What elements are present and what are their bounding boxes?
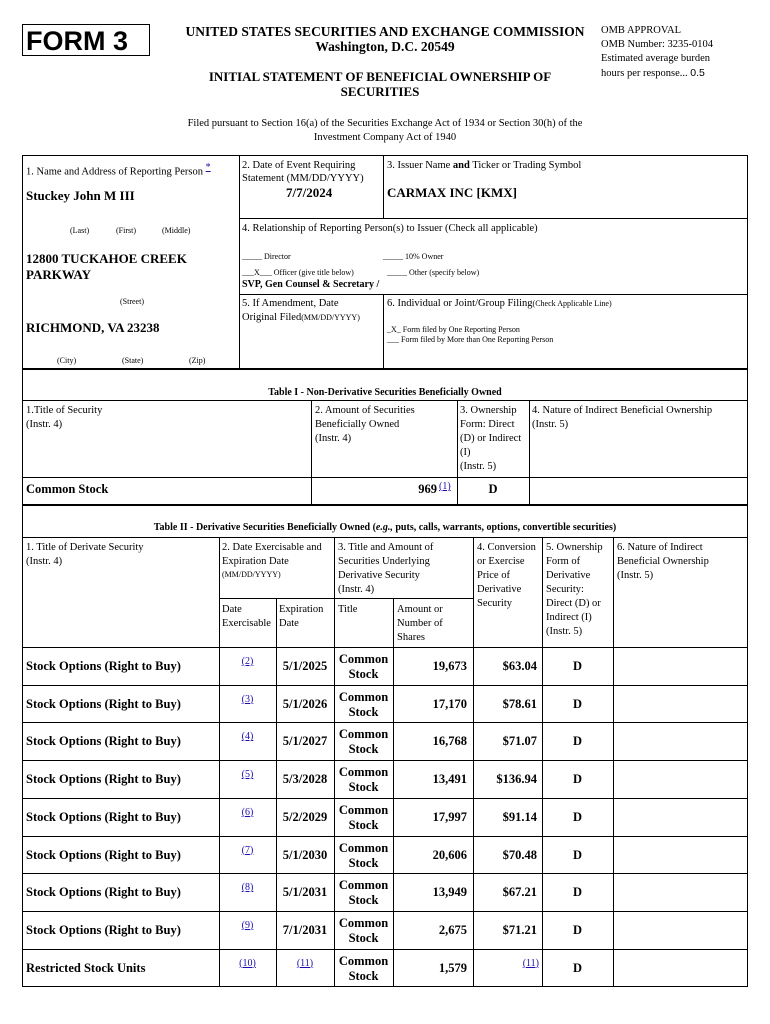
officer-option: ___X___ Officer (give title below): [242, 268, 354, 277]
table2-col4-line1: 4. Conversion: [477, 542, 536, 553]
expiration-footnote-link[interactable]: (11): [296, 957, 314, 969]
row-divider: [22, 911, 748, 912]
derivative-security-title: Stock Options (Right to Buy): [26, 847, 181, 862]
row-divider: [22, 760, 748, 761]
table1-col2-line1: 2. Amount of Securities: [315, 405, 415, 416]
date-exercisable-footnote-link[interactable]: (6): [241, 806, 254, 818]
director-option: _____ Director: [242, 252, 291, 261]
omb-hours-label: hours per response...: [601, 68, 688, 79]
table1-col3-line3: (D) or Indirect: [460, 433, 522, 444]
section5-label-text: Original Filed: [242, 312, 302, 323]
expiration-date: 5/3/2028: [282, 772, 328, 787]
street-line1: 12800 TUCKAHOE CREEK: [26, 251, 187, 266]
street-line2: PARKWAY: [26, 267, 92, 282]
date-exercisable-footnote-link[interactable]: (5): [241, 769, 254, 781]
conversion-price: $136.94: [496, 772, 537, 787]
underlying-title-line2: Stock: [348, 968, 379, 983]
table2-col5-line1: 5. Ownership: [546, 542, 603, 553]
form-title: [190, 69, 570, 99]
conversion-price: $70.48: [502, 847, 537, 862]
expiration-date: 5/1/2027: [282, 734, 328, 749]
omb-line1: OMB APPROVAL: [601, 25, 682, 36]
expiration-date: 7/1/2031: [282, 922, 328, 937]
section6-label: [387, 297, 612, 311]
table1-col2-line2: Beneficially Owned: [315, 419, 400, 430]
underlying-title-line1: Common: [338, 652, 389, 666]
table2-col4-line2: or Exercise: [477, 556, 525, 567]
table1-security-title: Common Stock: [26, 482, 109, 496]
form-title-line2: SECURITIES: [340, 84, 420, 99]
table1-col4-line2: (Instr. 5): [532, 419, 569, 430]
row-divider: [22, 722, 748, 723]
filed-line1: Filed pursuant to Section 16(a) of the Securities Exchange Act of 1934 or Section 30(h) of the: [187, 118, 583, 129]
underlying-shares: 13,949: [432, 885, 467, 900]
underlying-shares: 2,675: [438, 922, 467, 937]
underlying-shares: 17,997: [432, 809, 467, 824]
underlying-title-line1: Common: [338, 840, 389, 855]
underlying-title-line1: Common: [338, 689, 389, 704]
section1-footnote-link[interactable]: *: [205, 162, 211, 173]
date-exercisable-footnote-link[interactable]: (9): [241, 919, 254, 931]
table1-col3-line2: Form: Direct: [460, 419, 515, 430]
derivative-security-title: Stock Options (Right to Buy): [26, 696, 181, 711]
table2-col5-line5: Direct (D) or: [546, 598, 601, 609]
underlying-shares: 1,579: [438, 960, 467, 975]
underlying-title-line2: Stock: [348, 817, 379, 832]
section3-label: [387, 159, 581, 173]
filed-line2: Investment Company Act of 1940: [313, 132, 457, 143]
table2-col3-line3: Derivative Security: [338, 570, 420, 581]
underlying-title-line2: Stock: [348, 667, 379, 681]
table2-col1-line2: (Instr. 4): [26, 556, 63, 567]
table2-sub-exp-line1: Expiration: [279, 604, 324, 615]
table2-sub-exp-line2: Date: [279, 618, 299, 629]
table2-sub-amount-line1: Amount or: [397, 604, 443, 615]
expiration-date: 5/1/2030: [282, 847, 328, 862]
table2-col5-line3: Derivative: [546, 570, 591, 581]
conversion-price: $71.07: [502, 734, 537, 749]
expiration-date: 5/1/2031: [282, 885, 328, 900]
table1-amount: 969: [418, 482, 437, 496]
section5-label-line2: [242, 311, 360, 325]
underlying-shares: 13,491: [432, 772, 467, 787]
table1-col2-line3: (Instr. 4): [315, 433, 352, 444]
section2-label-line1: 2. Date of Event Requiring: [242, 160, 356, 171]
form-title-line1: INITIAL STATEMENT OF BENEFICIAL OWNERSHIP OF: [208, 69, 552, 84]
table2-title-a: Table II - Derivative Securities Beneficially Owned (: [153, 522, 376, 533]
underlying-title-line1: Common: [338, 915, 389, 930]
table2-title-b: puts, calls, warrants, options, convertible securities): [392, 522, 617, 533]
table2-col3-line1: 3. Title and Amount of: [338, 542, 434, 553]
underlying-title-line2: Stock: [348, 742, 379, 757]
table2-col1-line1: 1. Title of Derivate Security: [26, 542, 144, 553]
form-label: FORM 3: [22, 24, 150, 56]
derivative-security-title: Stock Options (Right to Buy): [26, 885, 181, 900]
expiration-date: 5/1/2026: [282, 696, 328, 711]
ownership-form: D: [572, 922, 583, 937]
date-exercisable-footnote-link[interactable]: (7): [241, 844, 254, 856]
ownership-form: D: [572, 772, 583, 787]
conversion-price: $78.61: [502, 696, 537, 711]
underlying-title-line2: Stock: [348, 704, 379, 719]
table2-sub-amount-line3: Shares: [397, 632, 425, 643]
table2-title: [22, 521, 748, 535]
agency-header: [175, 24, 595, 54]
date-exercisable-footnote-link[interactable]: (3): [241, 693, 254, 705]
derivative-security-title: Stock Options (Right to Buy): [26, 772, 181, 787]
ownership-form: D: [572, 960, 583, 975]
issuer-name: CARMAX INC [KMX]: [387, 185, 517, 200]
ownership-form: D: [572, 734, 583, 749]
derivative-security-title: Stock Options (Right to Buy): [26, 809, 181, 824]
table2-col5-line6: Indirect (I): [546, 612, 592, 623]
table1-col4-line1: 4. Nature of Indirect Beneficial Ownership: [532, 405, 713, 416]
conversion-price: $71.21: [502, 922, 537, 937]
table2-col3-line2: Securities Underlying: [338, 556, 430, 567]
date-exercisable-footnote-link[interactable]: (2): [241, 656, 254, 667]
section4-label: 4. Relationship of Reporting Person(s) to Issuer (Check all applicable): [242, 223, 538, 234]
omb-hours-value: 0.5: [690, 67, 705, 79]
other-option: _____ Other (specify below): [387, 268, 480, 277]
city-caption: (City): [57, 356, 77, 365]
underlying-shares: 17,170: [432, 696, 467, 711]
zip-caption: (Zip): [189, 356, 206, 365]
underlying-title-line2: Stock: [348, 893, 379, 908]
table1-col1-line2: (Instr. 4): [26, 419, 63, 430]
section2-label-line2: Statement (MM/DD/YYYY): [242, 173, 364, 184]
derivative-security-title: Stock Options (Right to Buy): [26, 659, 181, 673]
ownership-form: D: [572, 696, 583, 711]
row-divider: [22, 836, 748, 837]
underlying-title-line1: Common: [338, 878, 389, 893]
section6-label-small: (Check Applicable Line): [532, 299, 612, 308]
section1-label-text: 1. Name and Address of Reporting Person: [26, 166, 204, 178]
table2-col2-format: (MM/DD/YYYY): [222, 570, 281, 579]
table2-col6-line3: (Instr. 5): [617, 570, 654, 581]
table2-col4-line3: Price of: [477, 570, 510, 581]
underlying-title-line2: Stock: [348, 780, 379, 795]
table1-footnote-link[interactable]: (1): [439, 481, 451, 492]
table2-col5-line2: Form of: [546, 556, 581, 567]
ownership-form: D: [572, 847, 583, 862]
underlying-shares: 19,673: [432, 659, 467, 673]
agency-location: Washington, D.C. 20549: [315, 39, 455, 54]
ten-pct-owner-option: _____ 10% Owner: [383, 252, 444, 261]
event-date: 7/7/2024: [286, 185, 333, 200]
underlying-title-line1: Common: [338, 727, 389, 742]
derivative-security-title: Stock Options (Right to Buy): [26, 734, 181, 749]
section6-label-text: 6. Individual or Joint/Group Filing: [387, 298, 533, 309]
section3-label-a: 3. Issuer Name: [387, 160, 451, 171]
ownership-form: D: [572, 885, 583, 900]
first-caption: (First): [116, 226, 136, 235]
table2-col4-line5: Security: [477, 598, 512, 609]
table1-col3-line5: (Instr. 5): [460, 461, 497, 472]
last-caption: (Last): [70, 226, 90, 235]
omb-number: OMB Number: 3235-0104: [601, 39, 713, 50]
row-divider: [22, 798, 748, 799]
section5-format: (MM/DD/YYYY): [301, 313, 360, 322]
date-exercisable-footnote-link[interactable]: (4): [241, 731, 254, 743]
conversion-price: $67.21: [502, 885, 537, 900]
date-exercisable-footnote-link[interactable]: (8): [241, 882, 254, 894]
table2-sub-date-ex-line2: Exercisable: [222, 618, 271, 629]
section1-label: [26, 161, 211, 180]
omb-approval: [601, 24, 751, 81]
expiration-date: 5/1/2025: [282, 659, 328, 673]
derivative-security-title: Stock Options (Right to Buy): [26, 922, 181, 937]
city-state-zip: RICHMOND, VA 23238: [26, 320, 160, 335]
underlying-shares: 16,768: [432, 734, 467, 749]
omb-burden: Estimated average burden: [601, 53, 711, 64]
table1-title: Table I - Non-Derivative Securities Beneficially Owned: [268, 387, 502, 398]
section3-label-and: and: [452, 160, 470, 171]
filing-option-multiple: ___ Form filed by More than One Reporting Person: [387, 335, 554, 344]
table2-col2-line1: 2. Date Exercisable and: [222, 542, 322, 553]
state-caption: (State): [122, 356, 144, 365]
underlying-title-line2: Stock: [348, 930, 379, 945]
table1-col3-line4: (I): [460, 447, 471, 458]
table2-col6-line1: 6. Nature of Indirect: [617, 542, 703, 553]
table2-col3-line4: (Instr. 4): [338, 584, 375, 595]
conversion-price-footnote-link[interactable]: (11): [522, 957, 539, 969]
filed-pursuant: [160, 117, 610, 145]
ownership-form: D: [572, 659, 583, 673]
filing-option-one: _X_ Form filed by One Reporting Person: [387, 325, 520, 334]
table2-sub-date-ex-line1: Date: [222, 604, 242, 615]
section3-label-b: Ticker or Trading Symbol: [472, 160, 582, 171]
ownership-form: D: [572, 809, 583, 824]
expiration-date: 5/2/2029: [282, 809, 328, 824]
middle-caption: (Middle): [162, 226, 191, 235]
agency-name: UNITED STATES SECURITIES AND EXCHANGE COMMISSION: [185, 24, 585, 39]
conversion-price: $63.04: [502, 659, 537, 673]
table2-col6-line2: Beneficial Ownership: [617, 556, 709, 567]
table1-col3-line1: 3. Ownership: [460, 405, 517, 416]
table2-sub-title: Title: [338, 604, 358, 615]
underlying-title-line2: Stock: [348, 855, 379, 870]
table2-col5-line4: Security:: [546, 584, 584, 595]
reporting-person-name: Stuckey John M III: [26, 188, 135, 203]
table2-col5-line7: (Instr. 5): [546, 626, 583, 637]
table1-col1-line1: 1.Title of Security: [26, 405, 103, 416]
underlying-title-line1: Common: [338, 802, 389, 817]
underlying-title-line1: Common: [338, 765, 389, 780]
conversion-price: $91.14: [502, 809, 537, 824]
table2-title-eg: e.g.,: [375, 522, 393, 533]
derivative-security-title: Restricted Stock Units: [26, 960, 146, 975]
row-divider: [22, 986, 748, 987]
date-exercisable-footnote-link[interactable]: (10): [239, 957, 256, 969]
row-divider: [22, 873, 748, 874]
omb-hours: [601, 66, 751, 81]
table2-col4-line4: Derivative: [477, 584, 522, 595]
street-caption: (Street): [120, 297, 144, 306]
underlying-shares: 20,606: [432, 847, 467, 862]
section5-label-line1: 5. If Amendment, Date: [242, 298, 339, 309]
underlying-title-line1: Common: [338, 953, 389, 968]
row-divider: [22, 949, 748, 950]
officer-title: SVP, Gen Counsel & Secretary /: [242, 279, 380, 290]
table1-ownership-form: D: [488, 482, 498, 496]
table2-col2-line2: Expiration Date: [222, 556, 289, 567]
table2-sub-amount-line2: Number of: [397, 618, 443, 629]
row-divider: [22, 685, 748, 686]
